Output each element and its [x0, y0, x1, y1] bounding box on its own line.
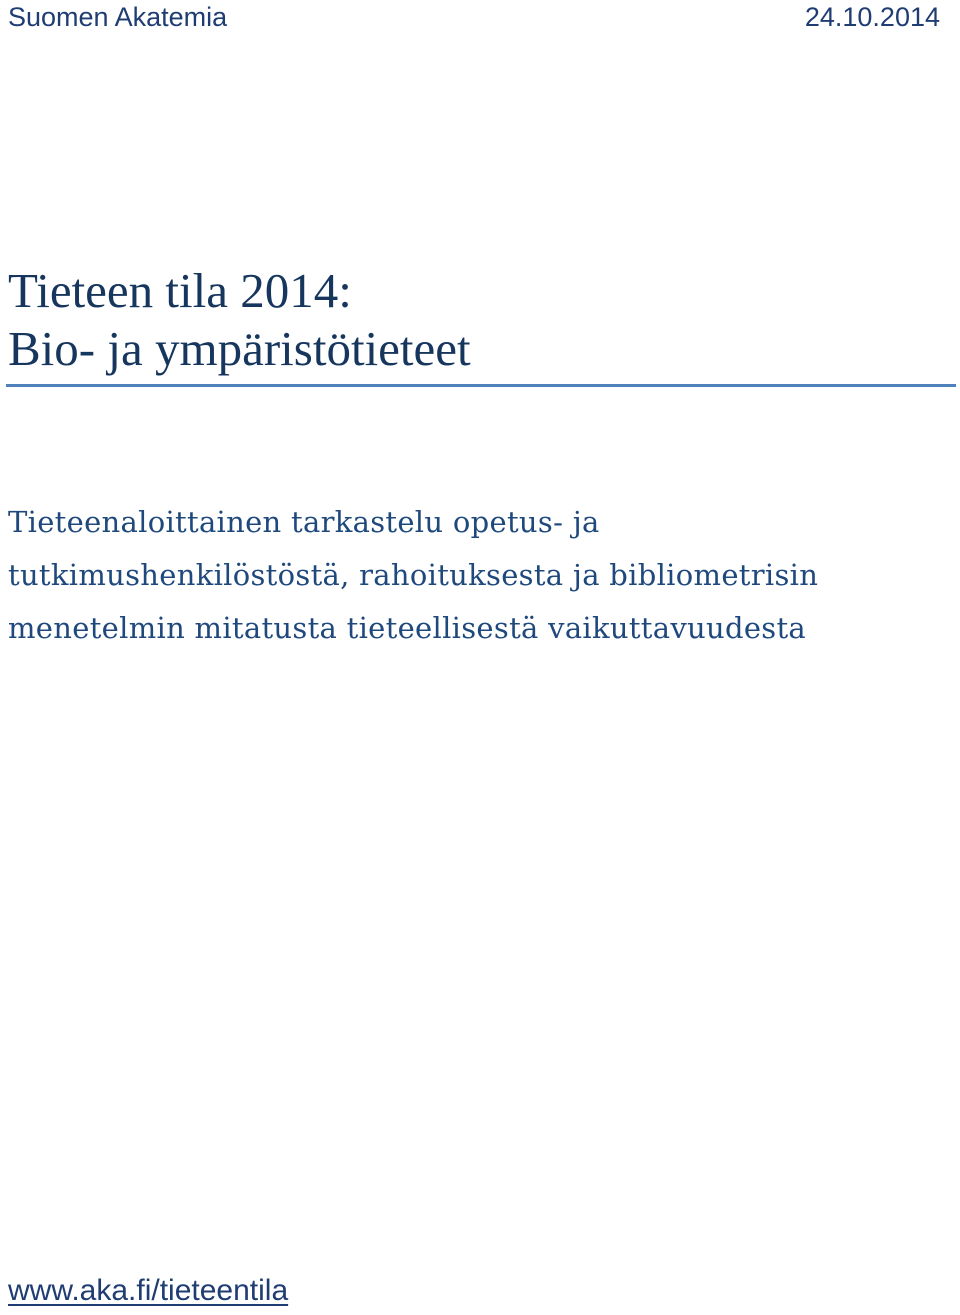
subtitle-line-1: Tieteenaloittainen tarkastelu opetus- ja: [8, 505, 600, 539]
title-divider: [6, 384, 956, 387]
title-line-1: Tieteen tila 2014:: [8, 263, 352, 318]
organization-name: Suomen Akatemia: [8, 2, 228, 32]
document-subtitle: [8, 496, 818, 655]
subtitle-line-3: menetelmin mitatusta tieteellisestä vaikuttavuudesta: [8, 611, 807, 645]
document-title: [8, 262, 471, 378]
footer-website-link[interactable]: www.aka.fi/tieteentila: [8, 1274, 289, 1307]
document-date: 24.10.2014: [804, 2, 940, 32]
subtitle-line-2: tutkimushenkilöstöstä, rahoituksesta ja bibliometrisin: [8, 558, 819, 592]
title-line-2: Bio- ja ympäristötieteet: [8, 321, 471, 376]
